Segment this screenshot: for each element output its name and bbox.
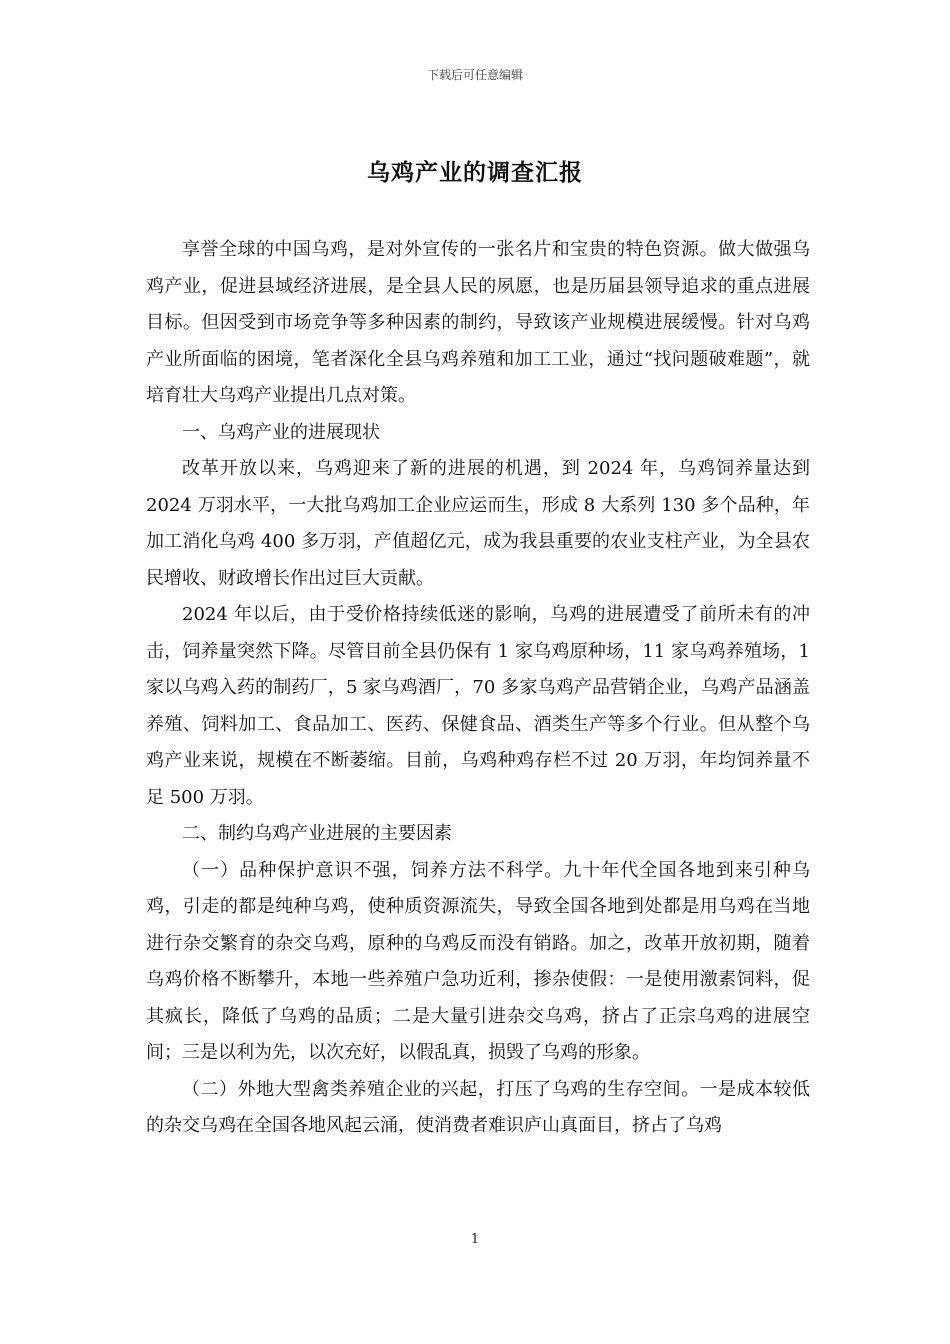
document-body [146, 232, 810, 1145]
header-note: 下载后可任意编辑 [426, 68, 523, 82]
paragraph-decline: 2024 年以后，由于受价格持续低迷的影响，乌鸡的进展遭受了前所未有的冲击，饲养量突然下降。尽管目前全县仍保有 1 家乌鸡原种场，11 家乌鸡养殖场，1 家以乌鸡入药的制药厂，5 家乌鸡酒厂，70 多家乌鸡产品营销企业，乌鸡产品涵盖养殖、饲料加工、食品加工、医药、保健食品、酒类生产等多个行业。但从整个乌鸡产业来说，规模在不断萎缩。目前，乌鸡种鸡存栏不过 20 万羽，年均饲养量不足 500 万羽。 [146, 604, 810, 808]
paragraph-factor-2: （二）外地大型禽类养殖企业的兴起，打压了乌鸡的生存空间。一是成本较低的杂交乌鸡在全国各地风起云涌，使消费者难识庐山真面目，挤占了乌鸡 [146, 1078, 810, 1136]
document-title: 乌鸡产业的调查汇报 [367, 159, 583, 186]
page-number: 1 [470, 1232, 480, 1247]
section-heading-1: 一、乌鸡产业的进展现状 [182, 421, 380, 443]
section-heading-2: 二、制约乌鸡产业进展的主要因素 [182, 823, 452, 844]
paragraph-intro: 享誉全球的中国乌鸡，是对外宣传的一张名片和宝贵的特色资源。做大做强乌鸡产业，促进县域经济进展，是全县人民的夙愿，也是历届县领导追求的重点进展目标。但因受到市场竞争等多种因素的制约，导致该产业规模进展缓慢。针对乌鸡产业所面临的困境，笔者深化全县乌鸡养殖和加工工业，通过“找问题破难题”，就培育壮大乌鸡产业提出几点对策。 [146, 239, 810, 406]
paragraph-status: 改革开放以来，乌鸡迎来了新的进展的机遇，到 2024 年，乌鸡饲养量达到 2024 万羽水平，一大批乌鸡加工企业应运而生，形成 8 大系列 130 多个品种，年加工消化乌鸡 400 多万羽，产值超亿元，成为我县重要的农业支柱产业，为全县农民增收、财政增长作出过巨大贡献。 [146, 458, 810, 589]
paragraph-factor-1: （一）品种保护意识不强，饲养方法不科学。九十年代全国各地到来引种乌鸡，引走的都是纯种乌鸡，使种质资源流失，导致全国各地到处都是用乌鸡在当地进行杂交繁育的杂交乌鸡，原种的乌鸡反而没有销路。加之，改革开放初期，随着乌鸡价格不断攀升，本地一些养殖户急功近利，掺杂使假：一是使用激素饲料，促其疯长，降低了乌鸡的品质；二是大量引进杂交乌鸡，挤占了正宗乌鸡的进展空间；三是以利为先，以次充好，以假乱真，损毁了乌鸡的形象。 [146, 859, 810, 1063]
